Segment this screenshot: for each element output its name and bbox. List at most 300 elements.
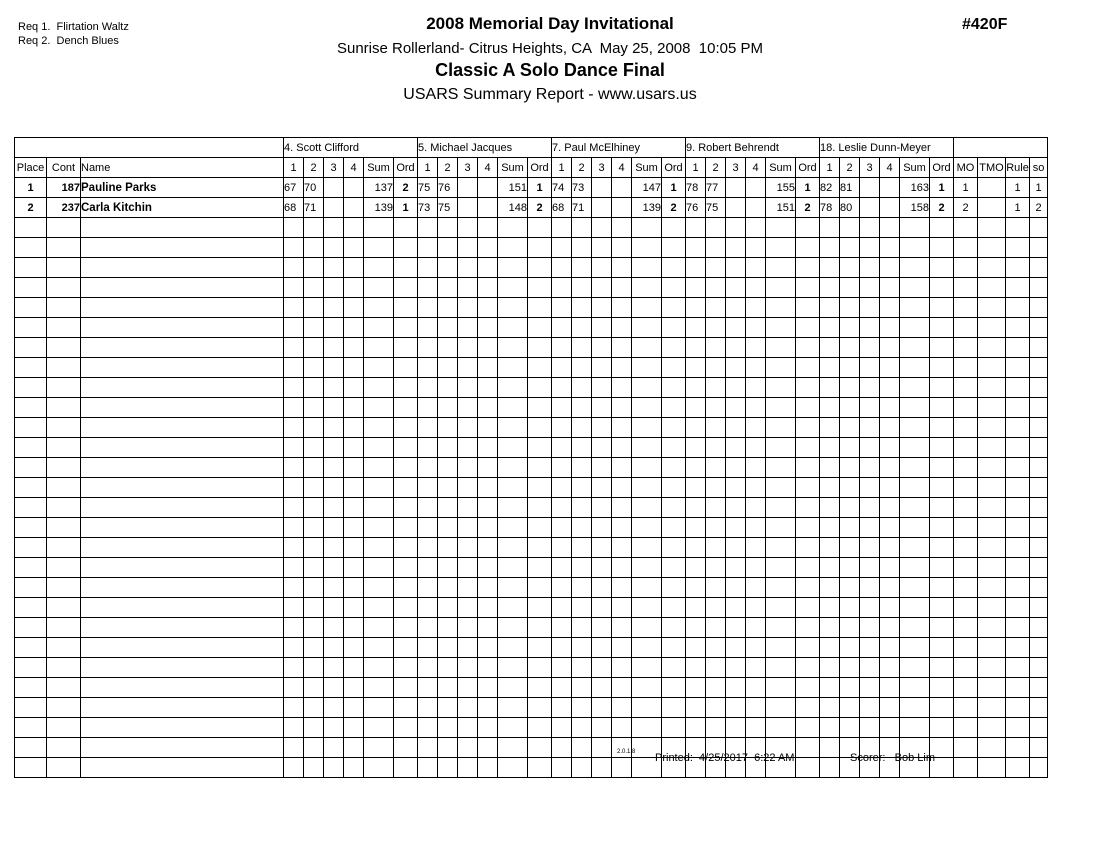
score-cell [726, 478, 746, 498]
score-cell [612, 638, 632, 658]
score-cell [458, 698, 478, 718]
ord-cell [394, 478, 418, 498]
score-cell [458, 258, 478, 278]
so-cell [1030, 478, 1048, 498]
score-cell [746, 458, 766, 478]
score-cell: 76 [686, 198, 706, 218]
ord-cell [528, 698, 552, 718]
ord-cell [930, 358, 954, 378]
score-cell [820, 538, 840, 558]
mo-cell: 2 [954, 198, 978, 218]
score-cell [304, 558, 324, 578]
col-header-judge3-ord: Ord [662, 158, 686, 178]
sum-cell [632, 358, 662, 378]
score-cell [840, 218, 860, 238]
sum-cell [766, 418, 796, 438]
score-cell [478, 338, 498, 358]
sum-cell [632, 578, 662, 598]
score-cell [686, 638, 706, 658]
score-cell [438, 318, 458, 338]
printed-value: 4/25/2017 6:22 AM [699, 752, 795, 764]
score-cell [304, 298, 324, 318]
rule-cell [1006, 358, 1030, 378]
ord-cell [662, 278, 686, 298]
place-cell [15, 398, 47, 418]
score-cell [746, 218, 766, 238]
empty-row [15, 578, 1048, 598]
empty-row [15, 558, 1048, 578]
score-cell [820, 618, 840, 638]
cont-cell [47, 218, 81, 238]
sum-cell [632, 338, 662, 358]
score-table [14, 137, 1048, 778]
mo-cell [954, 538, 978, 558]
place-cell [15, 278, 47, 298]
score-cell [458, 218, 478, 238]
score-cell: 81 [840, 178, 860, 198]
score-cell [880, 538, 900, 558]
score-cell [284, 258, 304, 278]
ord-cell [528, 258, 552, 278]
empty-row [15, 538, 1048, 558]
ord-cell [528, 358, 552, 378]
sum-cell [766, 258, 796, 278]
score-cell [458, 378, 478, 398]
score-cell [860, 478, 880, 498]
mo-cell [954, 598, 978, 618]
sum-cell [766, 218, 796, 238]
judge-row-right-spacer [954, 138, 1048, 158]
score-cell [880, 558, 900, 578]
score-cell [304, 438, 324, 458]
rule-cell [1006, 578, 1030, 598]
sum-cell [766, 278, 796, 298]
score-cell [552, 318, 572, 338]
score-cell [284, 398, 304, 418]
score-cell [324, 598, 344, 618]
score-cell [572, 278, 592, 298]
ord-cell [796, 538, 820, 558]
ord-cell [796, 218, 820, 238]
score-cell [344, 498, 364, 518]
score-cell [612, 618, 632, 638]
score-cell [860, 558, 880, 578]
rule-cell: 1 [1006, 198, 1030, 218]
empty-row [15, 498, 1048, 518]
score-cell [304, 658, 324, 678]
score-cell [706, 538, 726, 558]
score-cell [746, 338, 766, 358]
score-cell [438, 718, 458, 738]
score-cell [820, 298, 840, 318]
score-cell [746, 238, 766, 258]
rule-cell [1006, 518, 1030, 538]
req-1: Req 1. Flirtation Waltz [18, 21, 129, 33]
score-cell [612, 498, 632, 518]
sum-cell [498, 698, 528, 718]
score-cell [686, 698, 706, 718]
ord-cell [930, 278, 954, 298]
score-cell [706, 498, 726, 518]
sum-cell [900, 218, 930, 238]
score-cell [820, 458, 840, 478]
sum-cell [766, 618, 796, 638]
ord-cell [528, 478, 552, 498]
empty-row [15, 218, 1048, 238]
score-cell [284, 718, 304, 738]
sum-cell [900, 638, 930, 658]
score-cell: 74 [552, 178, 572, 198]
ord-cell [796, 398, 820, 418]
empty-row [15, 678, 1048, 698]
score-cell [686, 658, 706, 678]
judge-row-left-spacer [15, 138, 284, 158]
ord-cell [528, 598, 552, 618]
sum-cell [632, 498, 662, 518]
col-header-judge4-1: 1 [686, 158, 706, 178]
score-cell [418, 578, 438, 598]
ord-cell: 2 [796, 198, 820, 218]
score-cell [324, 238, 344, 258]
score-cell [284, 538, 304, 558]
ord-cell [528, 498, 552, 518]
mo-cell [954, 498, 978, 518]
score-cell [860, 318, 880, 338]
sum-cell [632, 398, 662, 418]
table-row [15, 178, 1048, 198]
score-cell [840, 418, 860, 438]
cont-cell [47, 498, 81, 518]
tmo-cell [978, 178, 1006, 198]
score-cell: 76 [438, 178, 458, 198]
judge-header-3: 7. Paul McElhiney [552, 138, 686, 158]
score-cell: 78 [686, 178, 706, 198]
sum-cell [900, 298, 930, 318]
ord-cell [528, 658, 552, 678]
score-cell [418, 658, 438, 678]
score-cell [284, 418, 304, 438]
score-cell [592, 278, 612, 298]
ord-cell [930, 678, 954, 698]
score-cell [458, 498, 478, 518]
ord-cell [662, 258, 686, 278]
score-cell [840, 538, 860, 558]
ord-cell [930, 398, 954, 418]
score-cell [612, 238, 632, 258]
score-cell [572, 518, 592, 538]
score-cell [746, 318, 766, 338]
score-cell [820, 358, 840, 378]
name-cell [81, 358, 284, 378]
sum-cell [766, 358, 796, 378]
sum-cell [364, 458, 394, 478]
score-cell [284, 698, 304, 718]
col-header-judge2-1: 1 [418, 158, 438, 178]
score-cell [880, 378, 900, 398]
score-cell [820, 338, 840, 358]
score-cell [686, 258, 706, 278]
sum-cell [766, 398, 796, 418]
score-cell [840, 378, 860, 398]
rule-cell [1006, 718, 1030, 738]
sum-cell [364, 418, 394, 438]
ord-cell [528, 218, 552, 238]
cont-cell [47, 578, 81, 598]
cont-cell [47, 478, 81, 498]
score-cell [418, 418, 438, 438]
ord-cell [394, 318, 418, 338]
sum-cell [364, 718, 394, 738]
score-cell [478, 258, 498, 278]
ord-cell [394, 258, 418, 278]
sum-cell [900, 358, 930, 378]
sum-cell [498, 478, 528, 498]
score-cell [726, 238, 746, 258]
mo-cell [954, 398, 978, 418]
cont-cell [47, 278, 81, 298]
sum-cell: 163 [900, 178, 930, 198]
score-cell [746, 198, 766, 218]
tmo-cell [978, 358, 1006, 378]
score-cell [344, 638, 364, 658]
score-cell [612, 338, 632, 358]
empty-row [15, 358, 1048, 378]
col-header-cont: Cont [47, 158, 81, 178]
score-cell [592, 178, 612, 198]
tmo-cell [978, 498, 1006, 518]
sum-cell: 151 [498, 178, 528, 198]
score-cell [478, 598, 498, 618]
score-cell [572, 478, 592, 498]
score-cell [746, 578, 766, 598]
sum-cell [632, 718, 662, 738]
score-cell [344, 518, 364, 538]
sum-cell [632, 598, 662, 618]
score-cell [820, 658, 840, 678]
ord-cell: 1 [394, 198, 418, 218]
so-cell: 2 [1030, 198, 1048, 218]
score-cell [706, 438, 726, 458]
ord-cell [394, 558, 418, 578]
sum-cell [766, 718, 796, 738]
so-cell [1030, 218, 1048, 238]
so-cell [1030, 578, 1048, 598]
ord-cell [796, 698, 820, 718]
judge-header-2: 5. Michael Jacques [418, 138, 552, 158]
score-cell [612, 258, 632, 278]
score-cell [612, 298, 632, 318]
score-cell [344, 718, 364, 738]
ord-cell [796, 678, 820, 698]
score-cell [344, 598, 364, 618]
sum-cell [498, 358, 528, 378]
score-cell [820, 478, 840, 498]
score-cell [284, 238, 304, 258]
score-cell [552, 418, 572, 438]
score-cell [304, 638, 324, 658]
ord-cell [662, 218, 686, 238]
tmo-cell [978, 438, 1006, 458]
sum-cell [900, 658, 930, 678]
score-cell [552, 358, 572, 378]
score-cell [478, 198, 498, 218]
sum-cell [498, 538, 528, 558]
score-cell [592, 418, 612, 438]
sum-cell [364, 398, 394, 418]
score-cell [344, 458, 364, 478]
score-cell [572, 538, 592, 558]
score-cell [726, 338, 746, 358]
score-cell [726, 398, 746, 418]
sum-cell [632, 678, 662, 698]
score-cell [458, 398, 478, 418]
score-cell [592, 658, 612, 678]
sum-cell [632, 418, 662, 438]
ord-cell [394, 658, 418, 678]
ord-cell [528, 458, 552, 478]
score-cell [860, 278, 880, 298]
so-cell [1030, 458, 1048, 478]
mo-cell [954, 678, 978, 698]
score-cell [880, 458, 900, 478]
cont-cell [47, 618, 81, 638]
ord-cell [662, 578, 686, 598]
mo-cell [954, 698, 978, 718]
score-cell [592, 598, 612, 618]
sum-cell [498, 278, 528, 298]
mo-cell [954, 618, 978, 638]
score-cell [324, 618, 344, 638]
score-cell [706, 298, 726, 318]
score-cell [686, 458, 706, 478]
score-cell [820, 398, 840, 418]
score-cell [438, 458, 458, 478]
score-cell [438, 278, 458, 298]
rule-cell [1006, 478, 1030, 498]
score-cell [458, 718, 478, 738]
score-cell [746, 678, 766, 698]
scorer-value: Bob Lim [894, 752, 935, 764]
mo-cell [954, 658, 978, 678]
score-cell: 67 [284, 178, 304, 198]
ord-cell [394, 578, 418, 598]
score-cell [880, 278, 900, 298]
score-cell [304, 218, 324, 238]
score-cell [726, 358, 746, 378]
sum-cell [364, 438, 394, 458]
score-cell [552, 378, 572, 398]
col-header-judge5-2: 2 [840, 158, 860, 178]
score-cell [860, 338, 880, 358]
rule-cell [1006, 618, 1030, 638]
ord-cell [528, 558, 552, 578]
score-cell [820, 718, 840, 738]
score-cell [686, 278, 706, 298]
name-cell [81, 458, 284, 478]
score-cell [840, 478, 860, 498]
score-cell [612, 458, 632, 478]
score-cell [880, 218, 900, 238]
place-cell [15, 258, 47, 278]
score-cell [418, 638, 438, 658]
empty-row [15, 698, 1048, 718]
scorer [850, 752, 935, 764]
score-cell [438, 498, 458, 518]
score-cell [304, 678, 324, 698]
score-cell [284, 318, 304, 338]
ord-cell [796, 318, 820, 338]
score-cell [552, 438, 572, 458]
so-cell [1030, 698, 1048, 718]
so-cell: 1 [1030, 178, 1048, 198]
score-cell [612, 718, 632, 738]
ord-cell [662, 498, 686, 518]
score-cell [706, 378, 726, 398]
so-cell [1030, 418, 1048, 438]
sum-cell: 151 [766, 198, 796, 218]
score-cell [592, 718, 612, 738]
tmo-cell [978, 278, 1006, 298]
score-cell [324, 358, 344, 378]
score-cell [592, 498, 612, 518]
sum-cell [766, 498, 796, 518]
score-cell [478, 438, 498, 458]
name-cell [81, 598, 284, 618]
score-cell [726, 598, 746, 618]
sum-cell: 148 [498, 198, 528, 218]
ord-cell [528, 398, 552, 418]
col-header-judge1-sum: Sum [364, 158, 394, 178]
score-cell [418, 238, 438, 258]
score-cell [438, 398, 458, 418]
score-cell [840, 258, 860, 278]
name-cell [81, 498, 284, 518]
score-cell [304, 718, 324, 738]
score-cell [324, 338, 344, 358]
score-cell: 73 [572, 178, 592, 198]
printed-label: Printed: [655, 752, 693, 764]
score-cell [592, 438, 612, 458]
score-cell [552, 498, 572, 518]
score-cell [552, 478, 572, 498]
score-cell [324, 438, 344, 458]
ord-cell [796, 658, 820, 678]
tmo-cell [978, 578, 1006, 598]
score-cell [478, 238, 498, 258]
empty-row [15, 258, 1048, 278]
sum-cell: 139 [364, 198, 394, 218]
score-cell [880, 318, 900, 338]
tmo-cell [978, 598, 1006, 618]
score-cell [438, 698, 458, 718]
score-cell [478, 178, 498, 198]
name-cell: Pauline Parks [81, 178, 284, 198]
score-cell [458, 678, 478, 698]
score-cell [820, 258, 840, 278]
score-cell [820, 518, 840, 538]
ord-cell [662, 318, 686, 338]
name-cell [81, 638, 284, 658]
score-cell [860, 718, 880, 738]
ord-cell [930, 238, 954, 258]
sum-cell [632, 318, 662, 338]
cont-cell [47, 638, 81, 658]
ord-cell [930, 618, 954, 638]
score-cell: 77 [706, 178, 726, 198]
score-cell [458, 238, 478, 258]
score-cell [840, 578, 860, 598]
score-cell [552, 618, 572, 638]
